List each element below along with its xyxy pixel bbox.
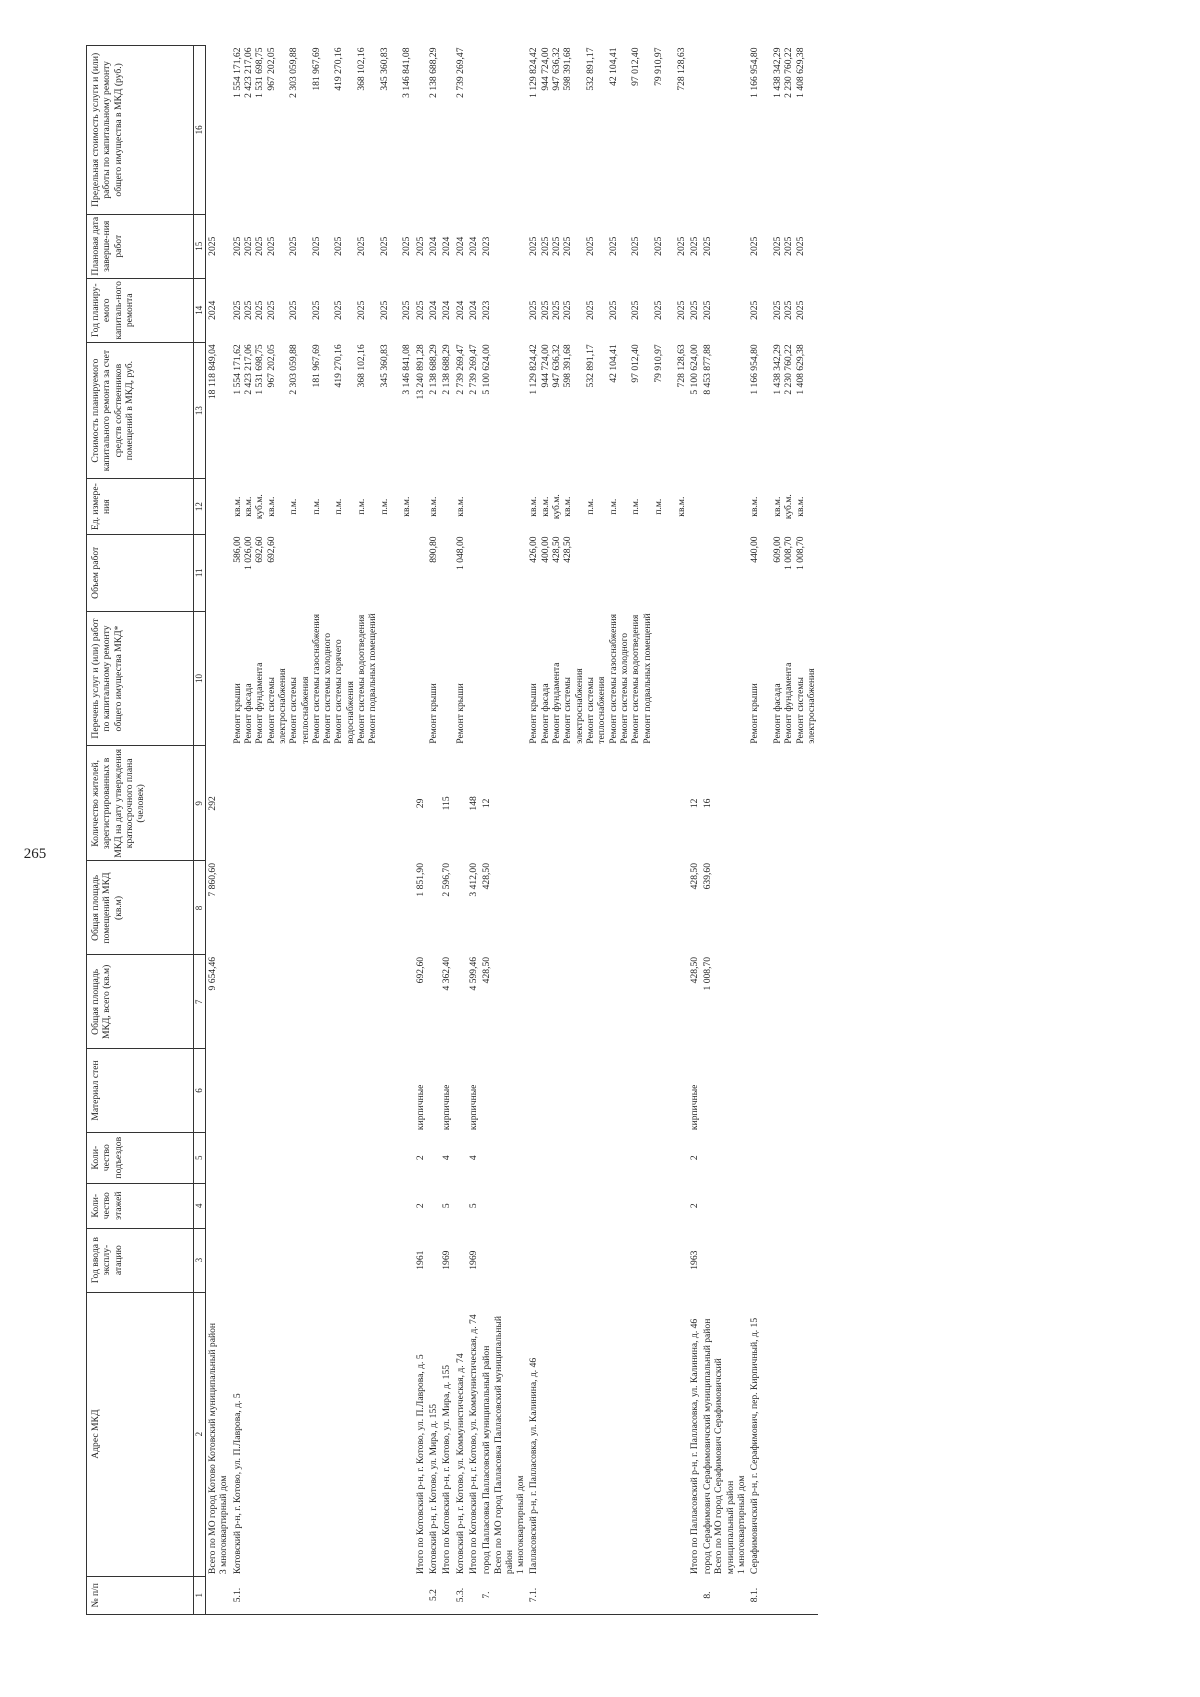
table-body (206, 46, 819, 1615)
table-cell: 2025 (688, 300, 700, 320)
table-cell: кв.м. (427, 496, 439, 517)
table-cell: 2 739 269,47 (454, 344, 466, 395)
table-cell: кв.м. (454, 496, 466, 517)
table-cell: Котовский р-н, г. Котово, ул. П.Лаврова, д. 5 (231, 1393, 243, 1575)
table-cell (454, 1049, 467, 1132)
table-cell (480, 1228, 527, 1292)
table-cell: 2025 2025 2025 2025 2025 2025 2025 2025 2025 2025 (231, 236, 413, 256)
table-cell (206, 1576, 231, 1614)
table-cell: 2024 (427, 300, 439, 320)
table-cell: 2024 (454, 300, 466, 320)
table-cell: 2 138 688,29 (441, 344, 453, 395)
table-cell (427, 861, 440, 955)
column-number: 9 (194, 746, 206, 861)
table-cell (454, 1183, 467, 1228)
table-cell (480, 479, 527, 535)
table-cell: 29 (414, 798, 426, 809)
table-cell: 1 008,70 (702, 956, 714, 991)
table-cell: 2025 (702, 300, 714, 320)
table-cell: Ремонт крыши (427, 683, 439, 744)
table-cell (467, 479, 480, 535)
column-number: 8 (194, 861, 206, 955)
table-cell (454, 1132, 467, 1183)
column-header: Коли-чество подъездов (87, 1132, 194, 1183)
table-cell: 9 654,46 (207, 956, 218, 991)
table-cell: 440,00 609,00 1 008,70 1 008,70 (749, 536, 806, 570)
table-cell: 428,50 (481, 863, 493, 890)
table-cell (454, 861, 467, 955)
table-cell (414, 479, 427, 535)
table-cell: 8. (701, 1576, 748, 1614)
table-row (206, 46, 231, 1615)
table-cell: Котовский р-н, г. Котово, ул. Мира, д. 155 (427, 1403, 439, 1575)
table-cell (480, 1183, 527, 1228)
table-cell: 4 (441, 1155, 453, 1161)
table-cell: 3 412,00 (467, 863, 479, 897)
column-number: 1 (194, 1576, 206, 1614)
table-cell (231, 955, 414, 1049)
table-cell (206, 534, 231, 611)
table-cell (231, 861, 414, 955)
table-cell: 692,60 (414, 956, 426, 984)
table-cell (414, 534, 427, 611)
table-cell: 5 (441, 1203, 453, 1209)
table-cell (527, 955, 687, 1049)
column-header: Стоимость планируемого капитального ремонта за счет средств собственников помещений в МКД, руб. (87, 342, 194, 479)
table-cell: 2 596,70 (441, 863, 453, 897)
table-cell: 2025 (414, 300, 426, 320)
table-cell (467, 46, 480, 215)
table-cell: 18 118 849,04 (207, 344, 218, 400)
column-number: 3 (194, 1228, 206, 1292)
table-cell (467, 534, 480, 611)
column-header: Коли-чество этажей (87, 1183, 194, 1228)
column-number: 6 (194, 1049, 206, 1132)
table-cell: 1969 (441, 1250, 453, 1270)
column-number: 15 (194, 214, 206, 278)
table-cell: 5 100 624,00 (688, 344, 700, 395)
table-cell: 1 129 824,42 944 724,00 947 636,32 598 391,68 532 891,17 42 104,41 97 012,40 79 910,97 728 128,63 (528, 344, 687, 395)
table-cell (527, 1183, 687, 1228)
table-cell: 428,50 (688, 956, 700, 984)
table-cell (427, 746, 440, 861)
table-cell (414, 1576, 427, 1614)
table-cell (527, 1049, 687, 1132)
table-cell: 7.1. (527, 1576, 687, 1614)
table-cell: 1 129 824,42 944 724,00 947 636,32 598 391,68 532 891,17 42 104,41 97 012,40 79 910,97 728 128,63 (528, 47, 687, 98)
table-cell (206, 1132, 231, 1183)
table-cell (480, 1049, 527, 1132)
table-cell (748, 1183, 818, 1228)
table-cell (440, 479, 453, 535)
column-number: 16 (194, 46, 206, 215)
column-header: Материал стен (87, 1049, 194, 1132)
table-cell: 115 (441, 796, 453, 811)
table-cell: 2 (688, 1155, 700, 1161)
column-header: Плановая дата заверше-ния работ (87, 214, 194, 278)
page-number: 265 (23, 846, 47, 862)
table-cell (480, 611, 527, 745)
table-cell: 8.1. (748, 1576, 818, 1614)
table-row (748, 46, 818, 1615)
column-number: 13 (194, 342, 206, 479)
table-cell: 148 (467, 796, 479, 811)
table-cell: Котовский р-н, г. Котово, ул. Коммунистическая, д. 74 (454, 1353, 466, 1575)
table-cell (527, 746, 687, 861)
table-cell (231, 1228, 414, 1292)
table-cell (467, 611, 480, 745)
table-cell (206, 1183, 231, 1228)
table-cell (440, 534, 453, 611)
table-cell (231, 1132, 414, 1183)
table-cell: 4 (467, 1155, 479, 1161)
header-row (87, 46, 194, 1615)
table-cell: 2024 (441, 236, 453, 256)
column-header: Общая площадь помещений МКД (кв.м) (87, 861, 194, 955)
column-header: Количество жителей, зарегистрированных в МКД на дату утверждения краткосрочного плана (человек) (87, 746, 194, 861)
table-cell (427, 955, 440, 1049)
table-cell (427, 1132, 440, 1183)
rotated-table-sheet (86, 45, 1182, 1615)
table-row (467, 46, 480, 1615)
table-row (414, 46, 427, 1615)
table-cell (206, 611, 231, 745)
table-cell (701, 1228, 748, 1292)
table-row (701, 46, 748, 1615)
table-cell: Всего по МО город Котово Котовский муниципальный район 3 многоквартирный дом (207, 1322, 230, 1575)
table-cell (206, 1049, 231, 1132)
table-row (427, 46, 440, 1615)
table-cell (480, 46, 527, 215)
table-cell (748, 861, 818, 955)
column-header: Предельная стоимость услуги и (или) работы по капитальному ремонту общего имущества в МКД (руб.) (87, 46, 194, 215)
table-cell: Итого по Палласовский р-н, г. Палласовка, ул. Калинина, д. 46 (688, 1318, 700, 1575)
table-cell (231, 746, 414, 861)
table-row (440, 46, 453, 1615)
table-cell (701, 534, 748, 611)
table-cell: кирпичные (688, 1084, 700, 1131)
table-cell (427, 1228, 440, 1292)
table-cell: 5.1. (231, 1576, 414, 1614)
column-number: 2 (194, 1292, 206, 1576)
table-cell (748, 955, 818, 1049)
table-cell (701, 1132, 748, 1183)
table-cell: кв.м. кв.м. куб.м. кв.м. п.м. п.м. п.м. п.м. п.м. кв.м. (231, 494, 413, 520)
table-cell (688, 1576, 701, 1614)
table-cell: 16 (702, 798, 714, 809)
table-cell: кв.м. кв.м. куб.м. кв.м. п.м. п.м. п.м. п.м. кв.м. (528, 494, 687, 520)
table-cell (231, 1183, 414, 1228)
table-cell: 2025 2025 2025 2025 2025 2025 2025 2025 2025 (528, 300, 687, 320)
table-cell (748, 1228, 818, 1292)
column-number: 4 (194, 1183, 206, 1228)
column-number: 10 (194, 611, 206, 745)
table-cell (748, 746, 818, 861)
column-header: Адрес МКД (87, 1292, 194, 1576)
table-cell: 1969 (467, 1250, 479, 1270)
table-cell: 2023 (481, 300, 493, 320)
table-cell: 5 100 624,00 (481, 344, 493, 395)
table-cell: 2 138 688,29 (427, 47, 439, 98)
table-cell: 639,60 (702, 863, 714, 890)
table-cell (440, 1576, 453, 1614)
table-cell (467, 1576, 480, 1614)
table-cell: город Серафимович Серафимовичский муниципальный район Всего по МО город Серафимович Серафимовичский муниципальный район 1 многоквартирный дом (702, 1318, 748, 1575)
table-cell: 2025 (688, 236, 700, 256)
table-cell (454, 955, 467, 1049)
table-cell: 12 (481, 798, 493, 809)
table-cell: 12 (688, 798, 700, 809)
column-header: Общая площадь МКД, всего (кв.м) (87, 955, 194, 1049)
table-cell (454, 746, 467, 861)
table-cell (414, 611, 427, 745)
table-cell: 13 240 891,28 (414, 344, 426, 400)
table-cell: 4 362,40 (441, 956, 453, 991)
table-cell (440, 46, 453, 215)
table-cell: 1 048,00 (454, 536, 466, 570)
table-cell (701, 611, 748, 745)
table-cell (701, 1183, 748, 1228)
table-cell (688, 46, 701, 215)
column-header: № п/п (87, 1576, 194, 1614)
table-cell: 1 166 954,80 1 438 342,29 2 230 760,22 1 408 629,38 (749, 47, 806, 98)
table-cell (701, 46, 748, 215)
table-cell: 2 739 269,47 (467, 344, 479, 395)
table-cell (440, 611, 453, 745)
table-row (454, 46, 467, 1615)
column-header: Перечень услуг и (или) работ по капитальному ремонту общего имущества МКД* (87, 611, 194, 745)
table-cell: кирпичные (441, 1084, 453, 1131)
table-row (480, 46, 527, 1615)
column-number: 14 (194, 278, 206, 342)
table-cell: 2024 (467, 300, 479, 320)
table-cell: Итого по Котовский р-н, г. Котово, ул. Мира, д. 155 (441, 1364, 453, 1575)
table-cell: Ремонт крыши Ремонт фасада Ремонт фундамента Ремонт системы электроснабжения Ремонт системы теплоснабжения Ремонт системы газоснабжения Ремонт системы холодного Ремонт системы горячего водоснабжения Ремонт системы водоотведения Ремонт подвальных помещений (231, 613, 379, 744)
table-cell: 428,50 (481, 956, 493, 984)
column-header: Год ввода в эксплу-атацию (87, 1228, 194, 1292)
table-cell: 1 554 171,62 2 423 217,06 1 531 698,75 967 202,05 2 303 059,88 181 967,69 419 270,16 368 102,16 345 360,83 3 146 841,08 (231, 344, 413, 395)
table-cell (688, 611, 701, 745)
table-cell: 2025 2025 2025 2025 2025 2025 2025 2025 2025 (528, 236, 687, 256)
table-cell: 1 851,90 (414, 863, 426, 897)
table-cell: 2024 (454, 236, 466, 256)
table-cell (748, 1049, 818, 1132)
table-cell: Итого по Котовский р-н, г. Котово, ул. П.Лаврова, д. 5 (414, 1354, 426, 1575)
table-cell: 2025 2025 2025 2025 (749, 236, 806, 256)
table-cell: 1 166 954,80 1 438 342,29 2 230 760,22 1 408 629,38 (749, 344, 806, 395)
table-cell: 2024 (441, 300, 453, 320)
table-cell: 2 (688, 1203, 700, 1209)
table-cell: кв.м. кв.м. куб.м. кв.м. (749, 494, 806, 520)
table-cell (748, 1132, 818, 1183)
table-cell: 586,00 1 026,00 692,60 692,60 (231, 536, 277, 570)
table-cell: 2024 (427, 236, 439, 256)
table-cell (701, 479, 748, 535)
table-cell: 7 860,60 (207, 863, 218, 897)
table-cell: 2 138 688,29 (427, 344, 439, 395)
table-cell (480, 1132, 527, 1183)
table-cell: Серафимовичский р-н, г. Серафимович, пер. Кирпичный, д. 15 (749, 1317, 761, 1575)
table-row (527, 46, 687, 1615)
table-cell: 8 453 877,88 (702, 344, 714, 395)
table-cell (688, 479, 701, 535)
table-cell (480, 534, 527, 611)
table-cell: город Палласовка Палласовский муниципальный район Всего по МО город Палласовка Палласовский муниципальный район 1 многоквартирный дом (481, 1316, 527, 1575)
table-cell: 4 599,46 (467, 956, 479, 991)
table-row (231, 46, 414, 1615)
table-cell (206, 1228, 231, 1292)
table-cell: 2025 2025 2025 2025 (749, 300, 806, 320)
table-cell: 2025 (702, 236, 714, 256)
table-cell: Ремонт крыши Ремонт фасада Ремонт фундамента Ремонт системы электроснабжения Ремонт системы теплоснабжения Ремонт системы газоснабжения Ремонт системы холодного Ремонт системы водоотведения Ремонт подвальных помещений (528, 613, 653, 744)
table-cell: 426,00 400,00 428,50 428,50 (528, 536, 574, 563)
table-row (688, 46, 701, 1615)
table-cell: кирпичные (467, 1084, 479, 1131)
table-cell (688, 534, 701, 611)
table-cell: 5 (467, 1203, 479, 1209)
table-cell: 2025 (207, 236, 218, 256)
table-cell: 5.3. (454, 1576, 467, 1614)
table-cell (527, 861, 687, 955)
column-header: Объем работ (87, 534, 194, 611)
column-header: Ед. измере-ния (87, 479, 194, 535)
table-cell: 1 554 171,62 2 423 217,06 1 531 698,75 967 202,05 2 303 059,88 181 967,69 419 270,16 368 102,16 345 360,83 3 146 841,08 (231, 47, 413, 98)
table-cell: Ремонт крыши Ремонт фасада Ремонт фундамента Ремонт системы электроснабжения (749, 662, 817, 744)
table-cell: 2024 (467, 236, 479, 256)
table-cell: 2025 (414, 236, 426, 256)
table-cell: 1963 (688, 1250, 700, 1270)
table-cell (206, 479, 231, 535)
table-cell: 292 (207, 796, 218, 811)
table-cell (206, 46, 231, 215)
column-number: 5 (194, 1132, 206, 1183)
table-cell: 2023 (481, 236, 493, 256)
column-number: 7 (194, 955, 206, 1049)
table-cell (414, 46, 427, 215)
table-cell: 2 (414, 1203, 426, 1209)
table-cell (427, 1049, 440, 1132)
column-header: Год планиру-емого капиталь-ного ремонта (87, 278, 194, 342)
column-number: 12 (194, 479, 206, 535)
table-cell: Ремонт крыши (454, 683, 466, 744)
table-cell: 2025 2025 2025 2025 2025 2025 2025 2025 2025 2025 (231, 300, 413, 320)
table-cell (454, 1228, 467, 1292)
table-cell: 5.2 (427, 1576, 440, 1614)
table-cell (231, 1049, 414, 1132)
table-cell: 890,80 (427, 536, 439, 563)
table-cell: 7. (480, 1576, 527, 1614)
table-cell: кирпичные (414, 1084, 426, 1131)
table-cell (427, 1183, 440, 1228)
table-cell: 2 739 269,47 (454, 47, 466, 98)
column-number-row (194, 46, 206, 1615)
table-cell (527, 1132, 687, 1183)
table-cell (527, 1228, 687, 1292)
table-cell: Итого по Котовский р-н, г. Котово, ул. Коммунистическая, д. 74 (467, 1314, 479, 1575)
table-cell: 1961 (414, 1250, 426, 1270)
capital-repair-table (86, 45, 818, 1615)
table-cell: 2 (414, 1155, 426, 1161)
table-cell: 428,50 (688, 863, 700, 890)
table-cell: 2024 (207, 300, 218, 320)
table-cell (701, 1049, 748, 1132)
column-number: 11 (194, 534, 206, 611)
table-cell: Палласовский р-н, г. Палласовка, ул. Калинина, д. 46 (528, 1357, 540, 1575)
